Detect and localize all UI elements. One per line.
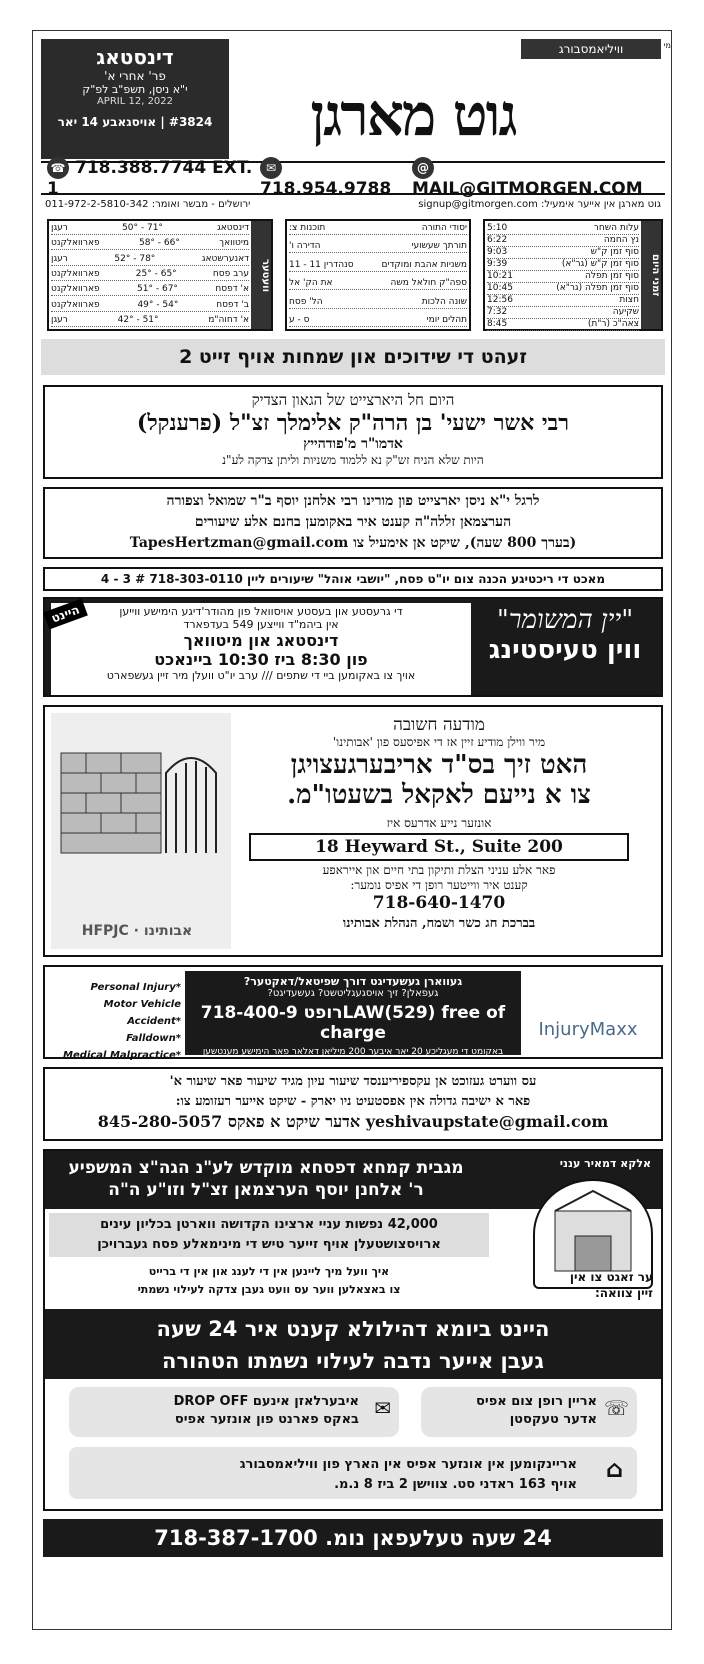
weather-row: [51, 300, 249, 312]
weather-day: דינסטאג: [217, 223, 249, 233]
zman-value: 6:22: [487, 235, 508, 245]
yahrzeit-line-4: היות שלא הניח זש"ק נא ללמוד משניות וליתן צדקה לע"נ: [222, 453, 484, 467]
avos-phone[interactable]: 718-640-1470: [372, 893, 506, 913]
learning-label: שונה הלכות: [421, 296, 467, 307]
call-office-option[interactable]: ☏ אריין רופן צום אפיס אדער טעקסטן: [421, 1387, 637, 1437]
weather-row: [51, 269, 249, 281]
learning-label: יסודי התורה: [421, 223, 467, 233]
day-name: דינסטאג: [96, 45, 174, 69]
weather-temp: 71° - 50°: [122, 223, 163, 233]
seder-ad: מאכט די ריכטיגע הכנה צום יו"ט פסח, "יושבי אוהל" שיעורים ליין 718-303-0110 # 3 - 4: [43, 567, 663, 591]
learning-label: תהלים יומי: [426, 314, 467, 325]
zman-row: [487, 235, 639, 247]
weather-day: ערב פסח: [212, 268, 249, 279]
injurymaxx-logo: InjuryMaxx: [538, 1019, 638, 1040]
wine-details: די גרעסטע און בעסטע אויסוואל פון מהודר'דיגע הימישע ווייען אין ביהמ"ד ווייצען 549 בעדפארד דינסטאג און מיטוואך פון 8:30 ביז 10:30 ביינאכט אויך צו באקומען ביי די שתפים /// ערב יו"ט וועלן מיר זיין געשפארט: [51, 603, 471, 695]
shidduchim-banner: זעהט די שידוכים און שמחות אויף זייט 2: [41, 339, 665, 375]
learning-value: תוכנות צ:: [289, 223, 326, 233]
new-address: 18 Heyward St., Suite 200: [249, 833, 629, 861]
learning-value: הל' פסח: [289, 296, 323, 307]
maos-will-label: ער זאגט צו אין זיין צוואה:: [569, 1270, 653, 1300]
now-badge: היינט: [43, 599, 88, 630]
weather-row: [51, 254, 249, 266]
zman-row: [487, 307, 639, 319]
zman-label: צאה"כ (ר"ת): [587, 319, 639, 329]
yeshiva-contact[interactable]: 845-280-5057 אדער שיקט א פאקס yeshivaupstate@gmail.com: [97, 1112, 609, 1131]
maos-chitim-ad: [43, 1149, 663, 1511]
phone-icon: ☎: [47, 157, 69, 179]
zman-value: 12:56: [487, 295, 513, 305]
hebrew-date: י"א ניסן, תשפ"ב לפ"ק: [82, 83, 188, 96]
weather-cond: פארוואלקנט: [51, 268, 100, 279]
weather-row: [51, 223, 249, 235]
weather-cond: רעגן: [51, 253, 68, 264]
sub-contact: [41, 199, 665, 217]
signup-text: גוט מארגן אין אייער אימעיל: signup@gitmorgen.com: [418, 199, 661, 210]
maos-promise: איך וועל מיך ליינען אין די לענג און אין די ברייט צו באצאלען ווער עס וועט געבן צדקה לעילוי נשמתי: [137, 1265, 401, 1296]
zman-label: חצות: [619, 295, 639, 305]
weather-temp: 65° - 25°: [135, 268, 177, 279]
yahrzeit-line-1: היום חל היארצייט של הגאון הצדיק: [251, 391, 455, 409]
zman-row: [487, 283, 639, 295]
envelope-icon: ✉: [374, 1396, 391, 1420]
injury-ad: [43, 965, 663, 1059]
maos-goal: 42,000 נפשות עניי ארצינו הקדושה ווארטן בכליון עינים ארויסצושטעלן אויף זייער טיש די מינימאלע פסח געברויכן: [49, 1213, 489, 1257]
region-tag: וויליאמסבורג: [521, 39, 661, 59]
zman-row: [487, 247, 639, 259]
learning-row: [289, 315, 467, 327]
phone-fax[interactable]: ✉718.954.9788: [260, 157, 412, 199]
yahrzeit-notice: [43, 385, 663, 479]
injury-details: געווארן געשעדיגט דורך שפיטאל/דאקטער? געפאלן? זיך אויסגעגליטשט? געשעדיגט? רופט 718-400-9LAW(529) free of charge באקומט די מעגליכע 20 יאר איבער 200 מיליאן דאלאר פאר הימישע מענטשען: [185, 971, 521, 1055]
learning-value: את הק' אל: [289, 278, 333, 289]
tapes-email[interactable]: TapesHertzman@gmail.com: [129, 535, 349, 551]
weather-temp: 78° - 52°: [114, 253, 156, 264]
fax-icon: ✉: [260, 157, 282, 179]
yahrzeit-line-3: אדמו"ר מ'פודהייץ: [303, 436, 403, 452]
newspaper-logo: גוט מארגן: [310, 81, 516, 149]
maos-tag: אלקא דמאיר ענני: [559, 1157, 651, 1170]
learning-label: תורתך שעשועי: [411, 241, 467, 252]
phone-icon: ☏: [603, 1396, 629, 1420]
learning-row: [289, 241, 467, 253]
weather-cond: פארוואלקנט: [51, 238, 100, 249]
zman-value: 10:21: [487, 271, 513, 281]
weather-temp: 67° - 51°: [137, 284, 178, 295]
zman-label: נץ החמה: [603, 235, 639, 245]
weather-temp: 66° - 58°: [138, 238, 180, 249]
learning-table: [285, 219, 471, 331]
learning-label: משניות אהבת ומוקדים: [381, 259, 467, 270]
tapes-line-1: לרגל י"א ניסן יארצייט פון מורינו רבי אלחנן יוסף ב"ר שמואל וצפורה: [166, 493, 540, 509]
maos-header: מגבית קמחא דפסחא מוקדש לע"נ הגה"צ המשפיע ר' אלחנן יוסף הערצמאן זצ"ל וזו"ע ה"ה אלקא דמאיר ענני: [45, 1151, 661, 1209]
drop-off-option[interactable]: ✉ איבערלאזן אינעם DROP OFF באקס פארנט פון אונזער אפיס: [69, 1387, 399, 1437]
yeshiva-ad: עס ווערט געזוכט אן עקספיריענסד שיעור עיון מגיד שיעור פאר שיעור א' פאר א ישיבה גדולה אין אפסטעיט ניו יארק - שיקט אייער רעזומע צו: 845-280-5057 אדער שיקט א פאקס yeshivaupstate@gmail.com: [43, 1067, 663, 1141]
zman-value: 8:45: [487, 319, 508, 329]
newspaper-page: [32, 30, 672, 1630]
phone-main[interactable]: ☎ 718.388.7744 EXT. 1: [47, 158, 253, 199]
visit-office-option[interactable]: ⌂ אריינקומען אין אונזער אפיס אין הארץ פון וויליאמסבורג אויף 163 ראדני סט. צווישן 2 ביז 8 נ.מ.: [69, 1447, 637, 1499]
wine-tasting-ad: [43, 597, 663, 697]
tapes-ad: [43, 487, 663, 559]
tapes-line-3: (בערך 800 שעה), שיקט אן אימעיל צו: [353, 535, 577, 551]
weather-day: מיטוואך: [219, 238, 249, 249]
issue-number: #3824 | אויסגאבע 14 יאר: [57, 115, 213, 129]
weather-temp: 54° - 49°: [137, 299, 179, 310]
page-number: מי: [663, 41, 671, 50]
building-location-icon: ⌂: [605, 1455, 623, 1483]
zman-label: סוף זמן ק"ש: [590, 247, 639, 257]
zman-value: 9:03: [487, 247, 508, 257]
zman-value: 10:45: [487, 283, 513, 293]
zman-label: שקיעה: [612, 307, 639, 317]
tapes-line-2: הערצמאן זללה"ה קענט איר באקומען בחנם אלע שיעורים: [194, 514, 512, 530]
weather-day: ב' דפסח: [216, 299, 249, 310]
zman-row: [487, 319, 639, 331]
date-box: [41, 39, 229, 159]
learning-label: ספה"ק חולאל משה: [390, 278, 467, 289]
learning-value: הדירה ו': [289, 241, 321, 252]
zman-label: סוף זמן תפלה (גר"א): [556, 283, 639, 293]
hfpjc-logo: HFPJC · אבותינו: [81, 923, 193, 939]
weather-day: דאנערשטאג: [201, 253, 249, 264]
zman-value: 5:10: [487, 223, 508, 233]
weather-cond: רעגן: [51, 223, 68, 233]
weather-day: א' דפסח: [215, 284, 249, 295]
zmanim-title: זמני היום: [641, 221, 661, 329]
weather-cond: פארוואלקנט: [51, 284, 100, 295]
english-date: APRIL 12, 2022: [96, 96, 174, 107]
zman-row: [487, 295, 639, 307]
gate-wall-illustration: [51, 713, 231, 949]
injury-phone[interactable]: רופט 718-400-9LAW(529) free of charge: [200, 1003, 506, 1043]
zman-label: סוף זמן תפלה: [585, 271, 639, 281]
zman-value: 7:32: [487, 307, 508, 317]
learning-row: [289, 278, 467, 290]
zman-row: [487, 271, 639, 283]
weather-title: וועטער: [251, 221, 271, 329]
zman-value: 9:39: [487, 259, 508, 269]
weather-table: [47, 219, 273, 331]
weather-day: א' דחוה"מ: [208, 314, 249, 325]
wine-title: "יין המשומר" ווין טעיסטינג: [488, 605, 642, 665]
learning-row: [289, 260, 467, 272]
weather-cond: פארוואלקנט: [51, 299, 100, 310]
zmanim-table: [483, 219, 663, 331]
weather-temp: 51° - 42°: [117, 314, 159, 325]
parsha: פר' אחרי א': [104, 69, 166, 83]
learning-value: ס - ע: [289, 314, 310, 325]
zman-row: [487, 223, 639, 235]
weather-cond: רעגן: [51, 314, 68, 325]
weather-row: [51, 284, 249, 296]
hotline-footer[interactable]: 24 שעה טעלעפאן נומ. 718-387-1700: [43, 1519, 663, 1557]
zman-label: סוף זמן ק"ש (גר"א): [561, 259, 639, 269]
learning-row: [289, 297, 467, 309]
learning-row: [289, 223, 467, 235]
zman-label: עלות השחר: [593, 223, 639, 233]
email-icon: @: [412, 157, 434, 179]
weather-row: [51, 315, 249, 327]
jerusalem-text: ירושלים - מבשר ואומר: 011-972-2-5810-342: [45, 199, 251, 210]
avoseinu-notice: מודעה חשובה מיר ווילן מודיע זיין אז די אפיסעס פון 'אבותינו' האט זיך בס"ד אריבערגעצויגן צו א נייעם לאקאל בשעטו"מ. אונזער נייע אדרעס איז 18 Heyward St., Suite 200 פאר אלע עניני הצלת ותיקון בתי חיים און אייראפע קענט איר ווייטער רופן די אפיס נומער: 718-640-1470 בברכת חג כשר ושמח, הנהלת אבותינו HFPJC · אבותינו: [43, 705, 663, 957]
zman-row: [487, 259, 639, 271]
weather-row: [51, 238, 249, 250]
email-link[interactable]: @MAIL@GITMORGEN.COM: [412, 157, 659, 199]
learning-value: סנהדרין 11 - 11: [289, 259, 354, 270]
contact-bar: [41, 158, 665, 199]
yahrzeit-line-2: רבי אשר ישעי' בן הרה"ק אלימלך זצ"ל (פרענקל): [136, 410, 570, 436]
injury-list: Personal Injury* Motor Vehicle Accident* Falldown* Medical Malpractice*: [63, 982, 181, 1061]
maos-bar: היינט ביומא דהילולא קענט איר 24 שעה געבן אייער נדבה לעילוי נשמתו הטהורה: [45, 1309, 661, 1379]
